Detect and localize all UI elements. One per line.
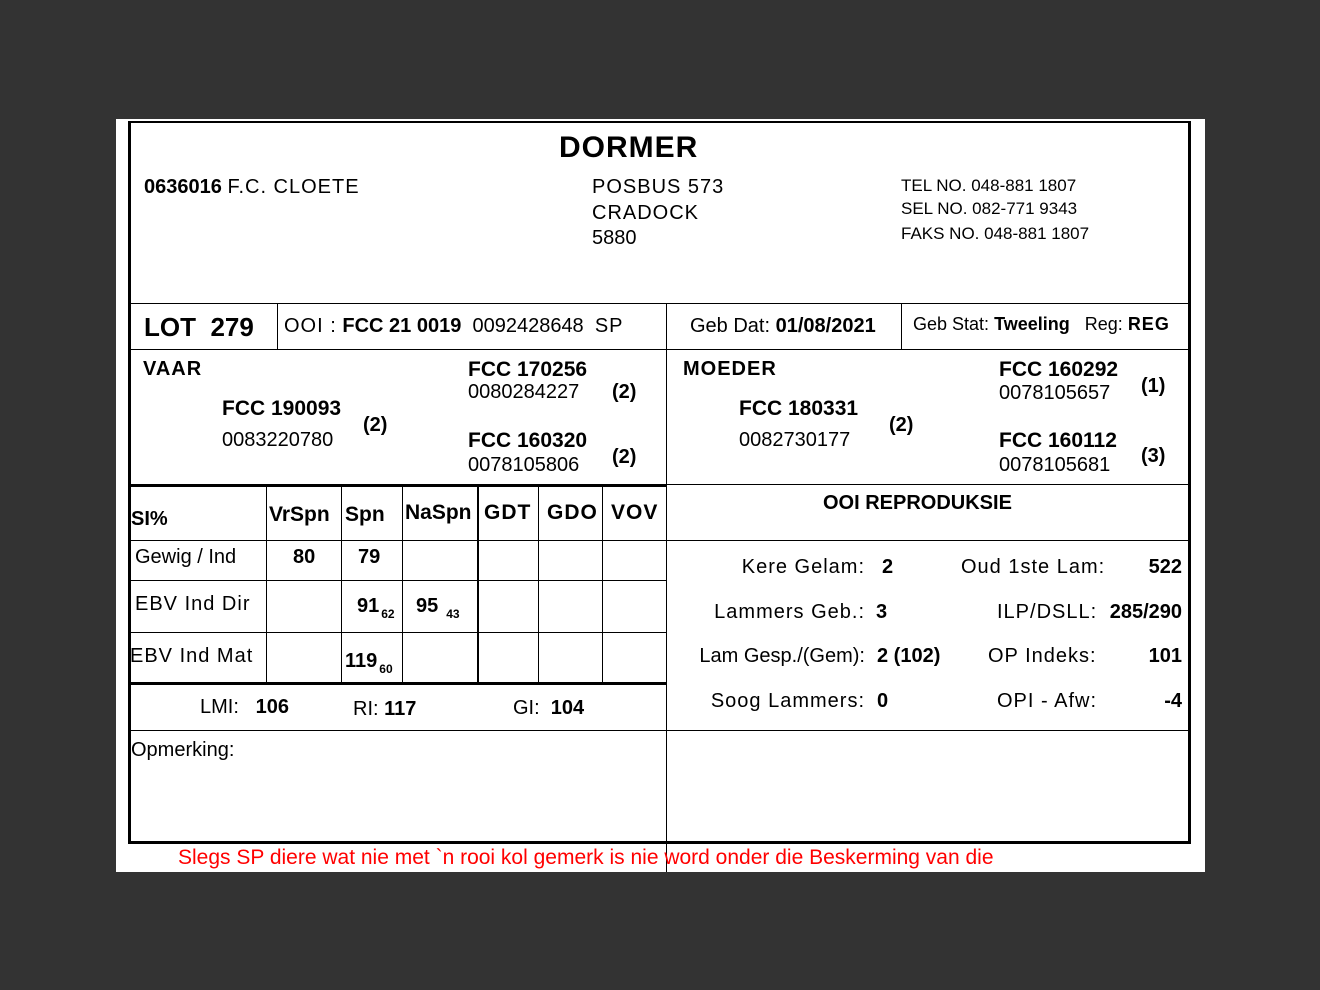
index-gi-label: GI: <box>513 697 540 719</box>
si-top-line <box>130 484 667 487</box>
repro-oud-value: 522 <box>1148 556 1182 578</box>
si-row2-line <box>130 632 667 633</box>
repro-lammers-value: 3 <box>876 601 888 623</box>
si-row-ebvdir-spn-sub: 62 <box>381 607 395 621</box>
si-row-gewig-label: Gewig / Ind <box>135 546 237 568</box>
gs-dam-id: FCC 160320 <box>468 429 588 452</box>
geb-dat: 01/08/2021 <box>775 315 876 337</box>
footer-note: Slegs SP diere wat nie met `n rooi kol gemerk is nie word onder die Beskerming van die <box>178 846 994 869</box>
si-row-ebvdir-label: EBV Ind Dir <box>135 593 251 615</box>
repro-opi-label: OPI - Afw: <box>997 690 1098 712</box>
repro-opindeks-label: OP Indeks: <box>988 645 1097 667</box>
index-lmi-label: LMI: <box>200 696 239 718</box>
repro-ilp-label: ILP/DSLL: <box>997 601 1098 623</box>
gs-sire-id: FCC 170256 <box>468 358 588 381</box>
moeder-label: MOEDER <box>683 358 777 380</box>
frame-left <box>128 121 131 843</box>
lot-row-top-line <box>130 303 1190 304</box>
repro-title: OOI REPRODUKSIE <box>823 492 1012 514</box>
gs-dam-grade: (2) <box>612 446 637 468</box>
sire-id: FCC 190093 <box>222 397 342 420</box>
ooi-id: FCC 21 0019 <box>342 315 462 337</box>
index-ri-label: RI: <box>353 698 379 720</box>
repro-lamgesp-value: 2 (102) <box>877 645 941 667</box>
ooi-class: SP <box>594 315 624 337</box>
si-bottom-line <box>130 682 667 685</box>
address-line-3: 5880 <box>592 227 637 249</box>
gd-sire-grade: (1) <box>1141 375 1166 397</box>
gd-dam-reg: 0078105681 <box>999 454 1111 476</box>
si-row-ebvdir-spn-value: 91 <box>357 595 380 617</box>
lot-divider-2 <box>666 303 667 349</box>
si-row-ebvmat-spn <box>345 650 393 676</box>
contact-sel: SEL NO. 082-771 9343 <box>901 199 1078 218</box>
gs-dam-reg: 0078105806 <box>468 454 580 476</box>
sire-grade: (2) <box>363 414 388 436</box>
repro-soog-label: Soog Lammers: <box>710 690 865 712</box>
si-header-spn: Spn <box>345 503 385 526</box>
si-row-ebvdir-naspn-value: 95 <box>416 595 439 617</box>
ooi-id-group <box>284 316 624 336</box>
repro-opi-value: -4 <box>1164 690 1182 712</box>
frame-bottom <box>128 841 1191 844</box>
repro-lamgesp-label: Lam Gesp./(Gem): <box>699 645 865 667</box>
geb-dat-label: Geb Dat: <box>690 315 771 337</box>
stats-bottom-line <box>130 730 1190 731</box>
remarks-label: Opmerking: <box>131 739 235 761</box>
si-col-line-4 <box>477 486 479 683</box>
address-line-2: CRADOCK <box>592 202 700 224</box>
index-ri <box>353 699 416 719</box>
geb-stat-label: Geb Stat: <box>913 314 990 334</box>
si-header-gdt: GDT <box>484 501 532 524</box>
frame-right <box>1188 121 1191 843</box>
si-row-ebvmat-label: EBV Ind Mat <box>130 645 254 667</box>
address-line-1: POSBUS 573 <box>592 176 725 198</box>
gs-sire-reg: 0080284227 <box>468 381 580 403</box>
repro-soog-value: 0 <box>877 690 889 712</box>
si-row-ebvdir-spn <box>357 595 395 621</box>
index-gi <box>513 698 584 718</box>
gd-dam-grade: (3) <box>1141 445 1166 467</box>
gd-sire-reg: 0078105657 <box>999 382 1111 404</box>
gd-dam-id: FCC 160112 <box>999 429 1117 452</box>
si-row-ebvmat-spn-value: 119 <box>345 650 378 672</box>
owner-code: 0636016 <box>144 176 222 198</box>
si-row1-line <box>130 580 667 581</box>
index-ri-value: 117 <box>384 698 417 720</box>
sale-card <box>116 119 1205 872</box>
contact-tel: TEL NO. 048-881 1807 <box>901 176 1077 195</box>
frame-top <box>128 121 1191 123</box>
lot-row-bottom-line <box>130 349 1190 350</box>
repro-kere-label: Kere Gelam: <box>741 556 865 578</box>
lot-divider-3 <box>901 303 902 349</box>
dam-reg: 0082730177 <box>739 429 851 451</box>
si-row-ebvdir-naspn <box>416 595 460 621</box>
si-header-gdo: GDO <box>547 501 598 524</box>
contact-faks: FAKS NO. 048-881 1807 <box>901 224 1090 243</box>
repro-lammers-label: Lammers Geb.: <box>714 601 865 623</box>
lot-label <box>144 314 254 340</box>
sire-reg: 0083220780 <box>222 429 334 451</box>
repro-opindeks-value: 101 <box>1148 645 1182 667</box>
repro-title-line <box>666 540 1190 541</box>
si-row-ebvdir-naspn-sub: 43 <box>446 607 460 621</box>
si-col-line-1 <box>266 486 267 683</box>
si-row-ebvmat-spn-sub: 60 <box>379 662 393 676</box>
repro-oud-label: Oud 1ste Lam: <box>961 556 1106 578</box>
vaar-label: VAAR <box>143 358 203 380</box>
index-lmi-value: 106 <box>255 696 289 718</box>
lot-word: LOT <box>144 312 196 342</box>
lot-number: 279 <box>210 312 254 342</box>
geb-stat: Tweeling <box>994 314 1070 334</box>
si-header-naspn: NaSpn <box>405 501 472 524</box>
center-divider <box>666 349 667 872</box>
owner <box>144 177 360 197</box>
gd-sire-id: FCC 160292 <box>999 358 1119 381</box>
si-row-gewig-vrspn: 80 <box>293 546 316 568</box>
si-header-vrspn: VrSpn <box>269 503 330 526</box>
repro-ilp-value: 285/290 <box>1109 601 1182 623</box>
si-header-vov: VOV <box>611 501 659 524</box>
ooi-reg: 0092428648 <box>472 315 584 337</box>
index-gi-value: 104 <box>550 697 585 719</box>
dam-id: FCC 180331 <box>739 397 859 420</box>
owner-name: F.C. CLOETE <box>227 176 360 198</box>
reg-value: REG <box>1127 314 1170 334</box>
si-col-line-5 <box>538 486 539 683</box>
index-lmi <box>200 697 289 717</box>
dam-grade: (2) <box>889 414 914 436</box>
si-col-line-6 <box>602 486 603 683</box>
si-col-line-3 <box>402 486 403 683</box>
si-corner: SI% <box>131 508 168 530</box>
si-row-gewig-spn: 79 <box>358 546 381 568</box>
lot-divider-1 <box>277 303 278 349</box>
si-col-line-2 <box>341 486 342 683</box>
si-header-line <box>130 540 667 541</box>
reg-label: Reg: <box>1084 314 1123 334</box>
geb-stat-group <box>913 315 1170 333</box>
breed-title: DORMER <box>559 131 699 164</box>
geb-dat-group <box>690 316 876 336</box>
repro-kere-value: 2 <box>882 556 894 578</box>
ooi-label: OOI : <box>284 315 337 337</box>
gs-sire-grade: (2) <box>612 381 637 403</box>
